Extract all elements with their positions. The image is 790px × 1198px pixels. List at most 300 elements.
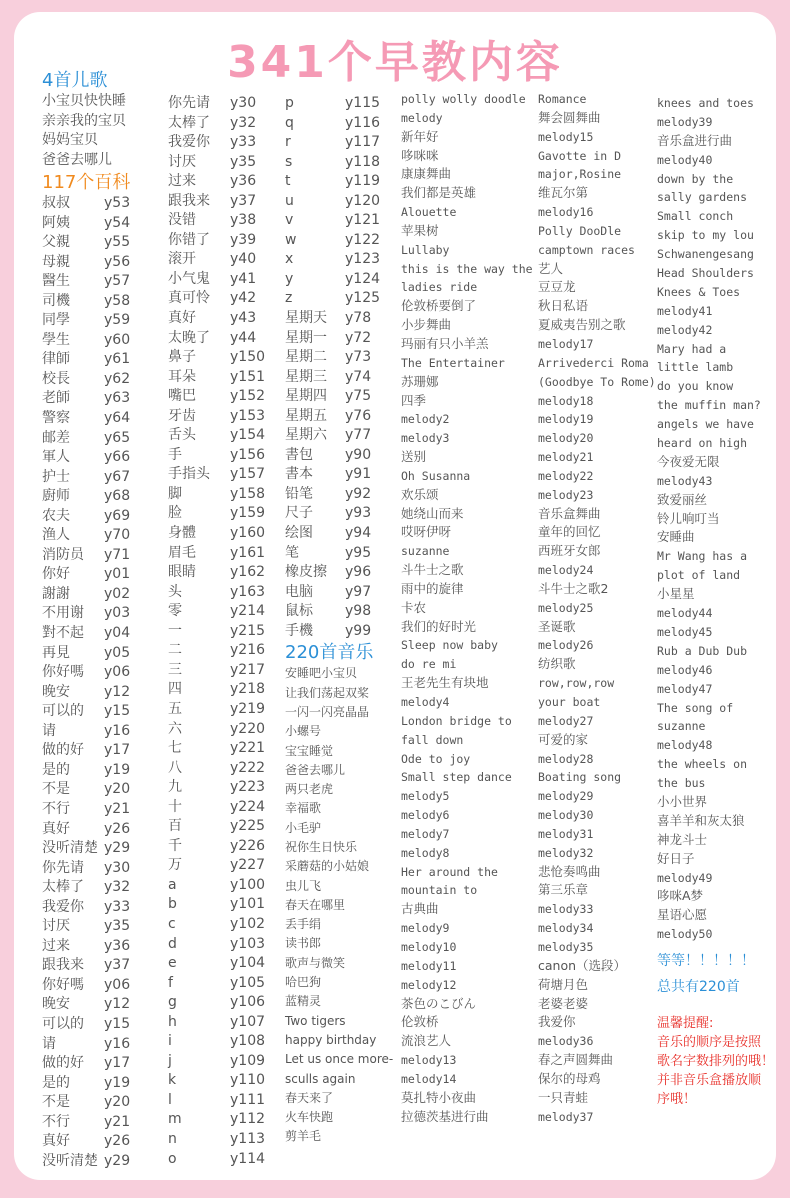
- item-name: 父親: [42, 234, 70, 251]
- music-item: Her around the: [401, 864, 498, 879]
- music-item: angels we have: [657, 417, 754, 432]
- item-name: 我爱你: [42, 898, 84, 915]
- item-name: 尺子: [285, 505, 313, 522]
- encyclopedia-item: [42, 350, 166, 370]
- music-item: melody13: [401, 1053, 457, 1068]
- item-code: y20: [104, 1094, 131, 1111]
- music-item: Mary had a: [657, 341, 727, 356]
- item-code: y15: [104, 1015, 131, 1032]
- music-item: 斗牛士之歌: [401, 562, 464, 578]
- item-name: 电脑: [285, 583, 313, 600]
- music-item: 第三乐章: [538, 882, 589, 898]
- reminder-line: 序哦！: [657, 1092, 697, 1108]
- item-name: 嘴巴: [168, 388, 196, 405]
- music-item: melody10: [401, 939, 457, 954]
- item-name: 七: [168, 740, 182, 757]
- music-list-4: [657, 94, 773, 944]
- encyclopedia-item: [42, 741, 166, 761]
- encyclopedia-item: [168, 1013, 278, 1033]
- encyclopedia-item: [168, 993, 278, 1013]
- music-item: 舞会圆舞曲: [538, 109, 601, 125]
- music-item: melody6: [401, 808, 450, 823]
- music-item: 新年好: [401, 128, 439, 144]
- item-code: y224: [230, 798, 266, 815]
- etc-note: 等等！！！！！: [657, 953, 755, 970]
- music-item: melody25: [538, 600, 594, 615]
- item-code: y225: [230, 818, 266, 835]
- item-name: 没听清楚: [42, 1152, 98, 1169]
- item-code: y38: [230, 212, 257, 229]
- item-name: 鼠标: [285, 603, 313, 620]
- music-item: 圣诞歌: [538, 618, 576, 634]
- item-name: 做的好: [42, 742, 84, 759]
- encyclopedia-item: [42, 487, 166, 507]
- music-item: melody9: [401, 921, 450, 936]
- music-item: 宝宝睡觉: [285, 743, 334, 758]
- item-name: 渔人: [42, 527, 70, 544]
- item-code: y105: [230, 974, 266, 991]
- music-item: 一闪一闪亮晶晶: [285, 704, 370, 719]
- music-item: mountain to: [401, 883, 478, 898]
- item-name: 星期四: [285, 388, 327, 405]
- music-item: melody42: [657, 322, 713, 337]
- item-code: y30: [230, 95, 257, 111]
- item-name: 手機: [285, 622, 313, 639]
- encyclopedia-item: [42, 409, 166, 429]
- item-name: 對不起: [42, 625, 84, 642]
- item-code: y66: [104, 449, 131, 466]
- music-item: 斗牛士之歌2: [538, 580, 609, 596]
- encyclopedia-item: [42, 995, 166, 1015]
- music-item: 小螺号: [285, 724, 322, 739]
- music-item: 小星星: [657, 586, 695, 602]
- music-item: happy birthday: [285, 1032, 377, 1047]
- music-item: Romance: [538, 92, 587, 106]
- music-heading: 220首音乐: [285, 642, 374, 664]
- item-code: y36: [104, 937, 131, 954]
- music-item: melody23: [538, 487, 594, 502]
- item-name: 手指头: [168, 466, 210, 483]
- item-name: 消防员: [42, 546, 84, 563]
- music-item: fall down: [401, 732, 464, 747]
- item-name: 軍人: [42, 449, 70, 466]
- item-name: t: [285, 173, 291, 190]
- encyclopedia-item: [168, 1032, 278, 1052]
- item-code: y20: [104, 781, 131, 798]
- encyclopedia-item: [168, 563, 278, 583]
- encyclopedia-item: [168, 602, 278, 622]
- item-code: y53: [104, 195, 131, 211]
- item-name: 阿姨: [42, 214, 70, 231]
- music-item: 欢乐颂: [401, 486, 439, 502]
- music-item: melody31: [538, 826, 594, 841]
- item-code: y226: [230, 837, 266, 854]
- music-item: heard on high: [657, 436, 748, 451]
- item-name: 讨厌: [168, 153, 196, 170]
- encyclopedia-item: [168, 544, 278, 564]
- item-name: 脚: [168, 485, 182, 502]
- music-item: 悲怆奏鸣曲: [538, 863, 601, 879]
- item-code: y107: [230, 1013, 266, 1030]
- music-item: 爸爸去哪儿: [285, 762, 346, 777]
- encyclopedia-item: [42, 604, 166, 624]
- item-code: y16: [104, 1035, 131, 1052]
- music-item: Polly DooDle: [538, 223, 622, 238]
- music-item: Small conch: [657, 209, 734, 224]
- item-name: 太棒了: [42, 879, 84, 896]
- item-name: 真好: [42, 1133, 70, 1150]
- music-item: 卡农: [401, 599, 427, 615]
- item-name: z: [285, 290, 293, 307]
- encyclopedia-item: [168, 114, 278, 134]
- music-item: melody3: [401, 431, 450, 446]
- music-item: 拉德茨基进行曲: [401, 1108, 489, 1124]
- encyclopedia-item: [285, 465, 397, 485]
- encyclopedia-item: [285, 407, 397, 427]
- songs-list: [42, 92, 166, 170]
- music-item: 音乐盒进行曲: [657, 132, 733, 148]
- item-code: y115: [345, 95, 381, 111]
- music-item: Gavotte in D: [538, 148, 622, 163]
- encyclopedia-item: [168, 1091, 278, 1111]
- music-item: camptown races: [538, 242, 635, 257]
- encyclopedia-item: [168, 1052, 278, 1072]
- item-name: d: [168, 935, 177, 952]
- music-item: 哆咪A梦: [657, 888, 704, 904]
- item-name: 真可怜: [168, 290, 210, 307]
- music-item: melody24: [538, 563, 594, 578]
- item-name: 护士: [42, 468, 70, 485]
- encyclopedia-item: [168, 661, 278, 681]
- item-name: 农夫: [42, 507, 70, 524]
- item-name: j: [168, 1052, 172, 1069]
- encyclopedia-item: [168, 778, 278, 798]
- encyclopedia-item: [285, 192, 397, 212]
- item-name: f: [168, 974, 173, 991]
- item-name: 是的: [42, 761, 70, 778]
- music-item: Sleep now baby: [401, 638, 498, 653]
- encyclopedia-item: [285, 348, 397, 368]
- encyclopedia-item: [42, 800, 166, 820]
- music-item: melody16: [538, 205, 594, 220]
- item-code: y33: [104, 898, 131, 915]
- encyclopedia-item: [168, 720, 278, 740]
- encyclopedia-item: [42, 331, 166, 351]
- reminder-note: [657, 1014, 773, 1109]
- item-name: 没听清楚: [42, 840, 98, 857]
- reminder-line: 温馨提醒:: [657, 1016, 714, 1032]
- item-name: 你好嗎: [42, 976, 84, 993]
- item-code: y156: [230, 446, 266, 463]
- item-code: y60: [104, 331, 131, 348]
- music-item: the muffin man?: [657, 398, 761, 413]
- encyclopedia-item: [42, 292, 166, 312]
- item-code: y64: [104, 410, 131, 427]
- music-item: melody15: [538, 129, 594, 144]
- item-name: 九: [168, 779, 182, 796]
- music-item: suzanne: [657, 719, 706, 734]
- item-code: y30: [104, 859, 131, 876]
- item-code: y35: [104, 918, 131, 935]
- music-item: 她绕山而来: [401, 505, 464, 521]
- item-code: y42: [230, 290, 257, 307]
- encyclopedia-item: [42, 214, 166, 234]
- music-item: 老婆老婆: [538, 995, 589, 1011]
- item-name: 万: [168, 857, 182, 874]
- music-item: 让我们荡起双桨: [285, 685, 370, 700]
- music-item: 春天来了: [285, 1090, 334, 1105]
- item-code: y112: [230, 1111, 266, 1128]
- encyclopedia-item: [168, 465, 278, 485]
- item-code: y17: [104, 1055, 131, 1072]
- music-item: melody49: [657, 870, 713, 885]
- item-code: y06: [104, 664, 131, 681]
- item-code: y12: [104, 683, 131, 700]
- item-name: 晚安: [42, 996, 70, 1013]
- item-code: y62: [104, 370, 131, 387]
- music-item: London bridge to: [401, 713, 512, 728]
- item-code: y110: [230, 1072, 266, 1089]
- song-item: 亲亲我的宝贝: [42, 112, 126, 129]
- item-name: 我爱你: [168, 134, 210, 151]
- item-name: 牙齿: [168, 407, 196, 424]
- item-code: y94: [345, 525, 372, 542]
- encyclopedia-item: [168, 250, 278, 270]
- music-item: plot of land: [657, 568, 741, 583]
- item-name: 过来: [168, 173, 196, 190]
- item-name: 叔叔: [42, 195, 70, 211]
- music-item: 茶色のこびん: [401, 995, 477, 1011]
- music-item: Lullaby: [401, 242, 450, 257]
- item-code: y108: [230, 1033, 266, 1050]
- item-code: y05: [104, 644, 131, 661]
- item-code: y41: [230, 270, 257, 287]
- song-item: 爸爸去哪儿: [42, 151, 112, 168]
- column-6: [657, 94, 773, 1109]
- encyclopedia-item: [168, 485, 278, 505]
- item-code: y99: [345, 622, 372, 639]
- encyclopedia-item: [42, 663, 166, 683]
- item-code: y101: [230, 896, 266, 913]
- encyclopedia-item: [168, 759, 278, 779]
- music-item: 火车快跑: [285, 1110, 334, 1125]
- item-name: 真好: [168, 310, 196, 327]
- encyclopedia-item: [168, 289, 278, 309]
- encyclopedia-item: [285, 94, 397, 114]
- item-name: 太棒了: [168, 114, 210, 131]
- encyclopedia-item: [285, 524, 397, 544]
- encyclopedia-item: [168, 700, 278, 720]
- music-item: 古典曲: [401, 901, 439, 917]
- item-name: 醫生: [42, 273, 70, 290]
- encyclopedia-item: [168, 1071, 278, 1091]
- music-item: suzanne: [401, 544, 450, 559]
- encyclopedia-item: [168, 133, 278, 153]
- music-item: Head Shoulders: [657, 266, 754, 281]
- music-item: melody37: [538, 1109, 594, 1124]
- encyclopedia-item: [42, 272, 166, 292]
- item-code: y02: [104, 585, 131, 602]
- item-name: y: [285, 270, 294, 287]
- encyclopedia-item: [168, 876, 278, 896]
- item-name: 你先请: [42, 859, 84, 876]
- encyclopedia-item: [42, 917, 166, 937]
- encyclopedia-item: [285, 583, 397, 603]
- encyclopedia-item: [168, 524, 278, 544]
- item-name: 星期三: [285, 368, 327, 385]
- item-name: 同學: [42, 312, 70, 329]
- music-item: 歌声与微笑: [285, 955, 346, 970]
- item-code: y06: [104, 976, 131, 993]
- encyclopedia-item: [285, 602, 397, 622]
- item-code: y44: [230, 329, 257, 346]
- encyclopedia-item: [168, 426, 278, 446]
- item-code: y67: [104, 468, 131, 485]
- item-name: 廚师: [42, 488, 70, 505]
- item-code: y12: [104, 996, 131, 1013]
- item-name: 三: [168, 661, 182, 678]
- reminder-line: 音乐的顺序是按照: [657, 1035, 762, 1051]
- music-item: 好日子: [657, 850, 695, 866]
- music-item: melody2: [401, 412, 450, 427]
- item-code: y93: [345, 505, 372, 522]
- item-code: y123: [345, 251, 381, 268]
- reminder-line: 歌名字数排列的哦！: [657, 1054, 775, 1070]
- music-item: 秋日私语: [538, 298, 589, 314]
- item-code: y78: [345, 310, 372, 327]
- music-item: melody36: [538, 1034, 594, 1049]
- encyclopedia-item: [285, 231, 397, 251]
- item-code: y55: [104, 234, 131, 251]
- music-item: melody34: [538, 921, 594, 936]
- item-code: y152: [230, 388, 266, 405]
- music-item: melody43: [657, 473, 713, 488]
- music-item: 读书郎: [285, 936, 322, 951]
- music-item: melody32: [538, 845, 594, 860]
- page-title: 341个早教内容: [227, 37, 563, 88]
- item-code: y91: [345, 466, 372, 483]
- encyclopedia-item: [42, 565, 166, 585]
- music-item: 豆豆龙: [538, 279, 576, 295]
- encyclopedia-item: [42, 898, 166, 918]
- item-name: 你错了: [168, 231, 210, 248]
- item-code: y120: [345, 192, 381, 209]
- music-item: melody47: [657, 681, 713, 696]
- item-code: y59: [104, 312, 131, 329]
- item-code: y119: [345, 173, 381, 190]
- encyclopedia-item: [285, 329, 397, 349]
- music-item: 幸福歌: [285, 801, 322, 816]
- item-code: y102: [230, 915, 266, 932]
- music-item: melody28: [538, 751, 594, 766]
- encyclopedia-item: [42, 878, 166, 898]
- encyclopedia-item: [42, 448, 166, 468]
- encyclopedia-item: [285, 211, 397, 231]
- item-code: y150: [230, 349, 266, 366]
- item-code: y104: [230, 955, 266, 972]
- music-item: polly wolly doodle: [401, 92, 526, 106]
- item-name: 你好嗎: [42, 664, 84, 681]
- item-code: y218: [230, 681, 266, 698]
- item-name: 跟我来: [168, 192, 210, 209]
- music-item: 莫扎特小夜曲: [401, 1089, 477, 1105]
- music-item: this is the way the: [401, 261, 533, 276]
- item-name: 跟我来: [42, 957, 84, 974]
- item-name: 没错: [168, 212, 196, 229]
- item-code: y56: [104, 253, 131, 270]
- music-item: Schwanengesang: [657, 247, 754, 262]
- item-code: y29: [104, 1152, 131, 1169]
- music-item: melody11: [401, 958, 457, 973]
- encyclopedia-item: [285, 485, 397, 505]
- music-item: 哆咪咪: [401, 147, 439, 163]
- music-list-3: [538, 90, 656, 1126]
- item-code: y163: [230, 583, 266, 600]
- encyclopedia-item: [168, 348, 278, 368]
- item-code: y118: [345, 153, 381, 170]
- item-code: y65: [104, 429, 131, 446]
- encyclopedia-item: [42, 624, 166, 644]
- item-code: y68: [104, 488, 131, 505]
- music-item: 虫儿飞: [285, 878, 322, 893]
- item-code: y219: [230, 700, 266, 717]
- music-item: the wheels on: [657, 757, 748, 772]
- music-item: melody40: [657, 152, 713, 167]
- music-item: Ode to joy: [401, 751, 471, 766]
- music-item: 维瓦尔第: [538, 185, 589, 201]
- music-item: melody18: [538, 393, 594, 408]
- encyclopedia-item: [42, 839, 166, 859]
- encyclopedia-item: [42, 389, 166, 409]
- item-name: 是的: [42, 1074, 70, 1091]
- item-code: y153: [230, 407, 266, 424]
- item-name: 書本: [285, 466, 313, 483]
- item-code: y76: [345, 407, 372, 424]
- encyclopedia-item: [285, 289, 397, 309]
- music-item: 音乐盒舞曲: [538, 505, 601, 521]
- item-name: 身體: [168, 525, 196, 542]
- encyclopedia-list: [42, 194, 166, 1171]
- item-name: 晚安: [42, 683, 70, 700]
- encyclopedia-item: [42, 585, 166, 605]
- item-code: y63: [104, 390, 131, 407]
- music-item: melody17: [538, 336, 594, 351]
- music-item: melody35: [538, 939, 594, 954]
- item-name: 再見: [42, 644, 70, 661]
- item-name: a: [168, 876, 177, 893]
- item-name: 邮差: [42, 429, 70, 446]
- item-name: 橡皮擦: [285, 564, 327, 581]
- songs-heading: 4首儿歌: [42, 70, 108, 91]
- encyclopedia-item: [168, 387, 278, 407]
- encyclopedia-item: [168, 309, 278, 329]
- music-item: Knees & Toes: [657, 284, 741, 299]
- item-name: 做的好: [42, 1055, 84, 1072]
- item-name: 一: [168, 622, 182, 639]
- encyclopedia-item: [168, 583, 278, 603]
- encyclopedia-item: [42, 644, 166, 664]
- item-name: 真好: [42, 820, 70, 837]
- item-code: y154: [230, 427, 266, 444]
- item-code: y29: [104, 840, 131, 857]
- encyclopedia-item: [168, 329, 278, 349]
- encyclopedia-item: [168, 407, 278, 427]
- music-item: 小小世界: [657, 793, 708, 809]
- item-name: 小气鬼: [168, 270, 210, 287]
- music-item: 神龙斗士: [657, 831, 708, 847]
- item-code: y159: [230, 505, 266, 522]
- encyclopedia-item: [42, 1015, 166, 1035]
